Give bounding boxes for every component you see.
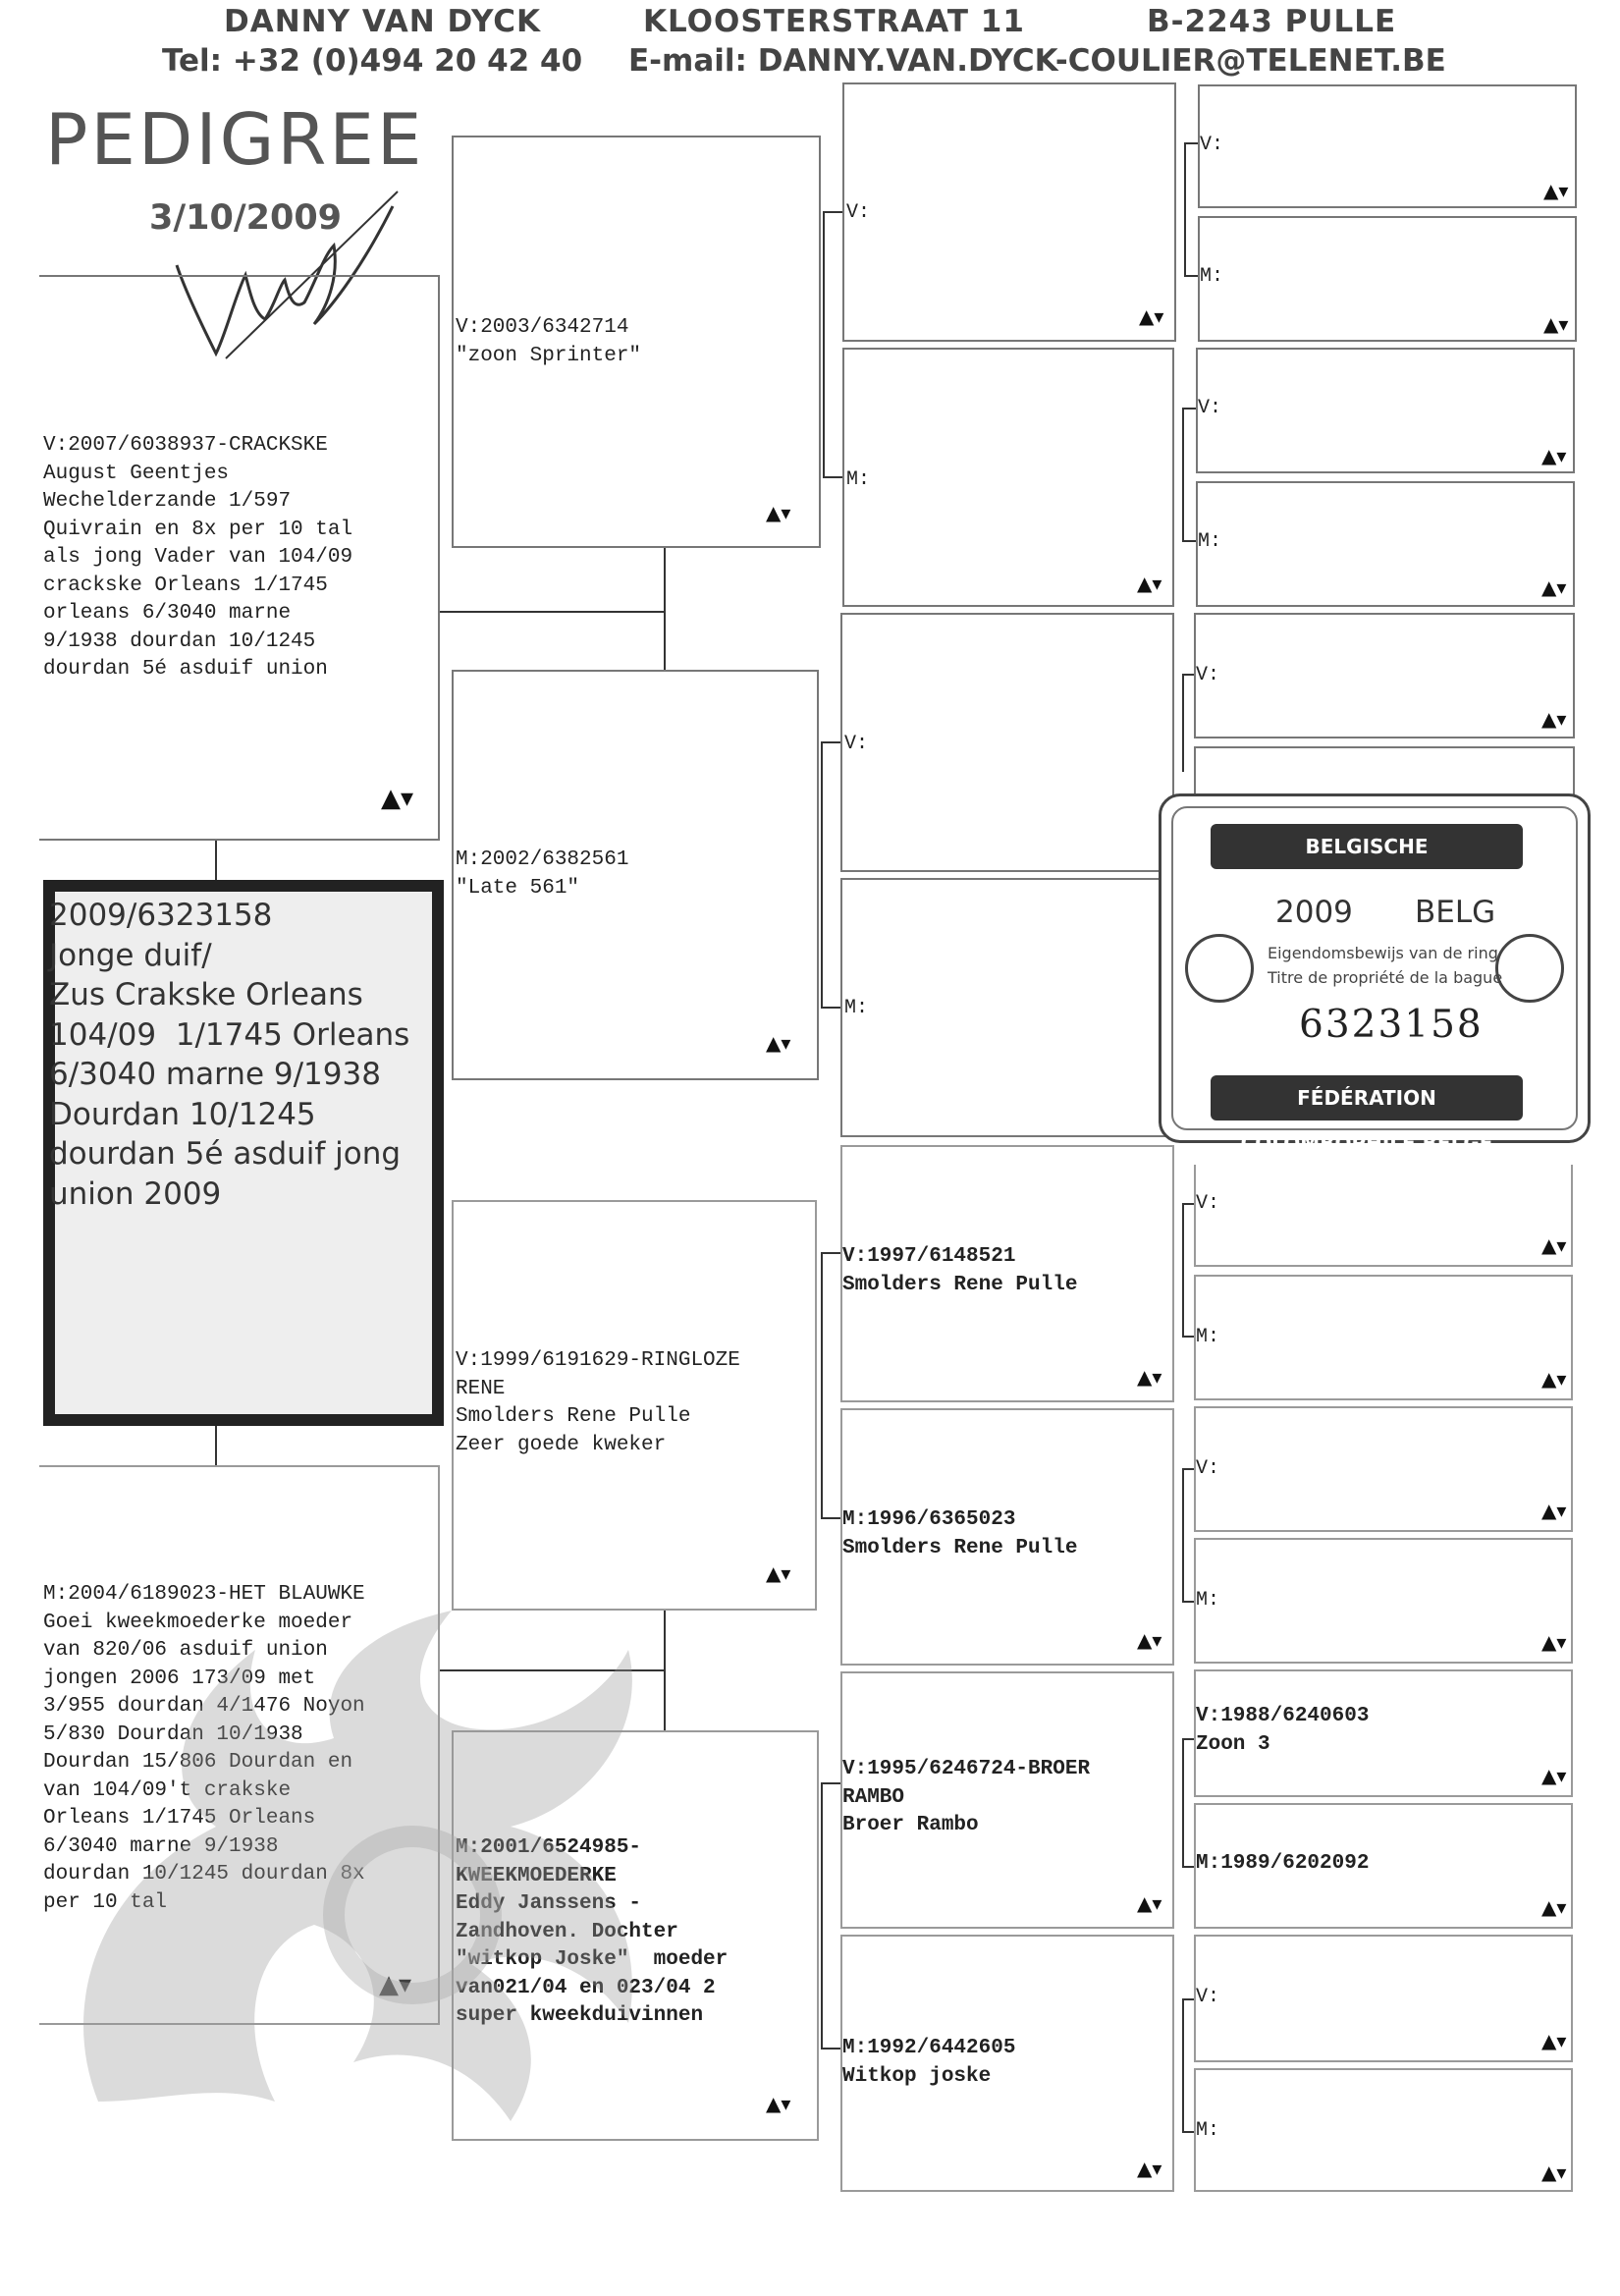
gen3-label-7: V:1995/6246724-BROER RAMBO Broer Rambo: [842, 1758, 1091, 1836]
pigeon-mark-icon: ▲▾: [1137, 1365, 1162, 1389]
gen4-label-3: V:: [1198, 397, 1222, 419]
gen4-box-5: [1194, 613, 1575, 738]
certificate-country: BELG: [1415, 895, 1496, 930]
connector-line: [1184, 275, 1198, 277]
gen4-label-4: M:: [1198, 530, 1222, 553]
certificate-top-banner: BELGISCHE DUIVENLIEFHEBBERSBOND: [1211, 824, 1523, 869]
ring-certificate: [1159, 793, 1591, 1155]
pigeon-mark-icon: ▲▾: [1137, 1628, 1162, 1652]
gen3-box-2: [842, 348, 1174, 607]
pigeon-mark-icon: ▲▾: [1139, 304, 1164, 328]
gen4-box-12: [1194, 1538, 1573, 1664]
breeder-email[interactable]: E-mail: DANNY.VAN.DYCK-COULIER@TELENET.BE: [628, 43, 1446, 79]
grandmother-paternal-info: M:2002/6382561 "Late 561": [456, 848, 629, 900]
mother-info: M:2004/6189023-HET BLAUWKE Goei kweekmoederke moeder van 820/06 asduif union jongen 2006 173/09 met 3/955 dourdan 4/1476 Noyon 5/830 Dourdan 10/1938 Dourdan 15/806 Dourdan en van 104/09't crakske Orleans 1/1745 Orleans 6/3040 marne 9/1938 dourdan 10/1245 dourdan 8x per 10 tal: [43, 1583, 365, 1914]
gen4-label-15: V:: [1196, 1986, 1220, 2008]
connector-line: [1182, 674, 1194, 676]
grandfather-paternal-info: V:2003/6342714 "zoon Sprinter": [456, 316, 642, 367]
certificate-line-fr: Titre de propriété de la bague: [1268, 968, 1503, 987]
breeder-phone: Tel: +32 (0)494 20 42 40: [162, 43, 583, 79]
gen4-label-11: V:: [1196, 1457, 1220, 1480]
gen4-box-11: [1194, 1406, 1573, 1532]
gen3-box-3: [840, 613, 1174, 872]
gen4-label-13: V:1988/6240603 Zoon 3: [1196, 1705, 1370, 1756]
gen3-label-4: M:: [844, 997, 869, 1019]
gen4-box-10: [1194, 1275, 1573, 1400]
grandmother-maternal-info: M:2001/6524985- KWEEKMOEDERKE Eddy Janssens - Zandhoven. Dochter "witkop Joske" moeder van021/04 en 023/04 2 super kweekduivinnen: [456, 1836, 729, 2027]
pigeon-mark-icon: ▲▾: [766, 2092, 791, 2115]
connector-line: [215, 1426, 217, 1465]
pigeon-mark-icon: ▲▾: [1137, 2157, 1162, 2180]
gen4-label-14: M:1989/6202092: [1196, 1852, 1370, 1875]
pigeon-mark-icon: ▲▾: [1543, 179, 1569, 202]
connector-line: [823, 211, 825, 476]
gen4-box-15: [1194, 1935, 1573, 2062]
connector-line: [440, 611, 664, 613]
pigeon-mark-icon: ▲▾: [1541, 2029, 1567, 2052]
connector-line: [215, 841, 217, 880]
pigeon-mark-icon: ▲▾: [1541, 1367, 1567, 1391]
connector-line: [1182, 674, 1184, 772]
connector-line: [1182, 1866, 1194, 1868]
connector-line: [1184, 142, 1198, 144]
connector-line: [821, 1252, 840, 1254]
connector-line: [1182, 408, 1184, 540]
pigeon-mark-icon: ▲▾: [1541, 707, 1567, 731]
connector-line: [821, 1782, 840, 1784]
pigeon-mark-icon: ▲▾: [766, 1031, 791, 1055]
pigeon-mark-icon: ▲▾: [766, 1561, 791, 1585]
connector-line: [1184, 142, 1186, 275]
connector-line: [1182, 1203, 1184, 1336]
gen4-label-1: V:: [1200, 134, 1224, 156]
gen3-box-4: [840, 878, 1174, 1137]
crown-emblem-icon: [1495, 934, 1564, 1003]
connector-line: [1182, 1203, 1194, 1205]
gen4-label-5: V:: [1196, 664, 1220, 686]
gen4-label-16: M:: [1196, 2119, 1220, 2142]
gen3-label-2: M:: [846, 468, 871, 491]
connector-line: [1182, 540, 1196, 542]
connector-line: [821, 741, 823, 1007]
gen4-box-8: [1194, 1165, 1573, 1267]
pigeon-mark-icon: ▲▾: [1541, 575, 1567, 599]
connector-line: [1182, 1336, 1194, 1338]
gen4-label-10: M:: [1196, 1326, 1220, 1348]
pigeon-mark-icon: ▲▾: [1137, 1891, 1162, 1915]
pigeon-mark-icon: ▲▾: [1541, 1630, 1567, 1654]
ring-emblem-icon: [1185, 934, 1254, 1003]
pigeon-mark-icon: ▲▾: [1541, 444, 1567, 467]
certificate-bottom-banner: FÉDÉRATION COLOMBOPHILE BELGE: [1211, 1075, 1523, 1121]
page-title: PEDIGREE: [45, 98, 425, 181]
gen4-label-2: M:: [1200, 265, 1224, 288]
pigeon-mark-icon: ▲▾: [1541, 1764, 1567, 1787]
breeder-name: DANNY VAN DYCK: [224, 4, 542, 39]
connector-line: [821, 741, 840, 743]
breeder-city: B-2243 PULLE: [1147, 4, 1397, 39]
certificate-year: 2009: [1275, 895, 1353, 930]
gen4-box-1: [1198, 84, 1577, 208]
connector-line: [821, 1517, 840, 1519]
connector-line: [821, 1252, 823, 1517]
connector-line: [1182, 1998, 1194, 2000]
connector-line: [1182, 1738, 1194, 1740]
connector-line: [821, 1782, 823, 2048]
gen3-label-6: M:1996/6365023 Smolders Rene Pulle: [842, 1508, 1078, 1559]
gen4-box-4: [1196, 481, 1575, 607]
connector-line: [1182, 1738, 1184, 1866]
gen4-label-12: M:: [1196, 1589, 1220, 1612]
gen3-label-1: V:: [846, 201, 871, 224]
gen4-box-2: [1198, 216, 1577, 342]
connector-line: [823, 211, 842, 213]
connector-line: [440, 1669, 664, 1671]
pigeon-mark-icon: ▲▾: [1541, 2160, 1567, 2184]
breeder-street: KLOOSTERSTRAAT 11: [643, 4, 1025, 39]
pigeon-mark-icon: ▲▾: [1137, 572, 1162, 595]
pedigree-date: 3/10/2009: [149, 198, 343, 238]
connector-line: [664, 548, 666, 670]
connector-line: [821, 1007, 840, 1009]
connector-line: [821, 2048, 840, 2050]
connector-line: [664, 1611, 666, 1730]
pigeon-mark-icon: ▲▾: [379, 1970, 412, 1999]
gen4-label-9: V:: [1196, 1192, 1220, 1215]
gen4-box-16: [1194, 2068, 1573, 2192]
pigeon-mark-icon: ▲▾: [1543, 312, 1569, 336]
connector-line: [823, 476, 842, 478]
pigeon-mark-icon: ▲▾: [381, 784, 414, 813]
gen4-box-3: [1196, 348, 1575, 473]
main-bird-info: 2009/6323158 Jonge duif/ Zus Crakske Orleans 104/09 1/1745 Orleans 6/3040 marne 9/1938 Dourdan 10/1245 dourdan 5é asduif jong union 2009: [49, 898, 410, 1212]
gen3-label-8: M:1992/6442605 Witkop joske: [842, 2037, 1016, 2088]
gen3-label-3: V:: [844, 733, 869, 755]
gen3-box-1: [842, 82, 1176, 342]
connector-line: [1182, 1468, 1194, 1470]
certificate-ring-number: 6323158: [1299, 1003, 1484, 1047]
gen3-label-5: V:1997/6148521 Smolders Rene Pulle: [842, 1245, 1078, 1296]
connector-line: [1182, 1601, 1194, 1603]
connector-line: [1182, 408, 1196, 410]
pigeon-mark-icon: ▲▾: [1541, 1499, 1567, 1522]
connector-line: [1182, 2131, 1194, 2133]
pigeon-mark-icon: ▲▾: [766, 501, 791, 524]
grandfather-maternal-info: V:1999/6191629-RINGLOZE RENE Smolders Rene Pulle Zeer goede kweker: [456, 1349, 740, 1456]
father-info: V:2007/6038937-CRACKSKE August Geentjes Wechelderzande 1/597 Quivrain en 8x per 10 tal als jong Vader van 104/09 crackske Orleans 1/1745 orleans 6/3040 marne 9/1938 dourdan 10/1245 dourdan 5é asduif union: [43, 434, 353, 681]
connector-line: [1182, 1468, 1184, 1601]
pigeon-mark-icon: ▲▾: [1541, 1233, 1567, 1257]
certificate-line-nl: Eigendomsbewijs van de ring: [1268, 944, 1498, 962]
pigeon-mark-icon: ▲▾: [1541, 1895, 1567, 1919]
connector-line: [1182, 1998, 1184, 2131]
